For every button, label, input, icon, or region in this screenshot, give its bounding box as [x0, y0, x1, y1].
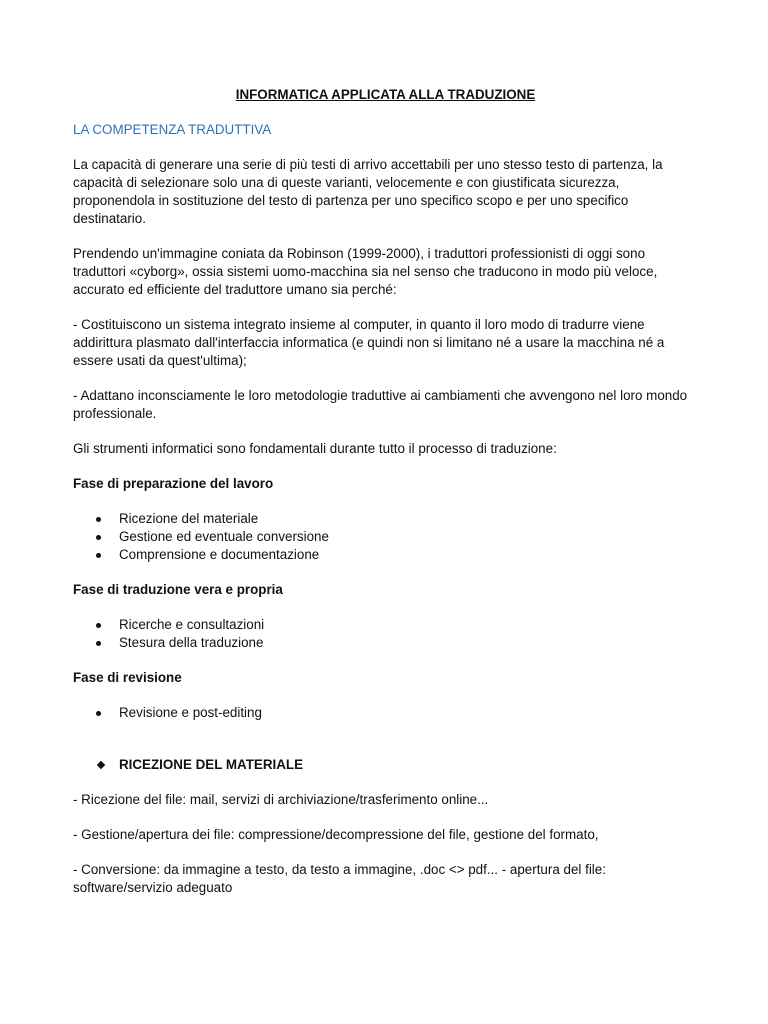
bullet-icon	[96, 711, 101, 716]
bullet-icon	[96, 535, 101, 540]
bullet-icon	[96, 641, 101, 646]
section-heading: LA COMPETENZA TRADUTTIVA	[73, 122, 272, 137]
document-title: INFORMATICA APPLICATA ALLA TRADUZIONE	[235, 87, 536, 102]
list-item	[73, 704, 698, 722]
list-item	[73, 510, 698, 528]
list-item	[73, 546, 698, 564]
bullet-list-preparation	[73, 510, 698, 564]
paragraph-integrated-system: - Costituiscono un sistema integrato insieme al computer, in quanto il loro modo di tradurre viene addirittura plasmato dall'interfaccia informatica (e quindi non si limitano né a usare la macchina né a essere usati da quest'ultima);	[73, 317, 665, 368]
phase-heading-preparation: Fase di preparazione del lavoro	[73, 476, 274, 491]
bullet-icon	[96, 553, 101, 558]
subsection-heading	[73, 756, 698, 774]
list-item-label: Ricezione del materiale	[119, 511, 259, 526]
bullet-list-translation	[73, 616, 698, 652]
list-item-label: Ricerche e consultazioni	[119, 617, 265, 632]
paragraph-file-management: - Gestione/apertura dei file: compressione/decompressione del file, gestione del formato,	[73, 827, 599, 842]
list-item	[73, 528, 698, 546]
list-item-label: Revisione e post-editing	[119, 705, 262, 720]
paragraph-robinson: Prendendo un'immagine coniata da Robinson (1999-2000), i traduttori professionisti di oggi sono traduttori «cyborg», ossia sistemi uomo-macchina sia nel senso che traducono in modo più veloce, accurato ed efficiente del traduttore umano sia perché:	[73, 246, 658, 297]
paragraph-tools: Gli strumenti informatici sono fondamentali durante tutto il processo di traduzione:	[73, 441, 557, 456]
bullet-list-revision	[73, 704, 698, 722]
paragraph-conversion: - Conversione: da immagine a testo, da testo a immagine, .doc <> pdf... - apertura del file: software/servizio adeguato	[73, 862, 606, 895]
phase-heading-translation: Fase di traduzione vera e propria	[73, 582, 283, 597]
bullet-icon	[96, 517, 101, 522]
phase-heading-revision: Fase di revisione	[73, 670, 182, 685]
list-item	[73, 616, 698, 634]
spacer	[73, 739, 698, 756]
list-item-label: Stesura della traduzione	[119, 635, 264, 650]
bullet-icon	[96, 623, 101, 628]
paragraph-file-reception: - Ricezione del file: mail, servizi di archiviazione/trasferimento online...	[73, 792, 489, 807]
list-item-label: Gestione ed eventuale conversione	[119, 529, 329, 544]
list-item-label: Comprensione e documentazione	[119, 547, 320, 562]
diamond-bullet-icon	[97, 761, 105, 769]
document-body	[73, 86, 698, 914]
paragraph-adapt: - Adattano inconsciamente le loro metodologie traduttive ai cambiamenti che avvengono nel loro mondo professionale.	[73, 388, 688, 421]
subsection-heading-label: RICEZIONE DEL MATERIALE	[119, 757, 304, 772]
paragraph-definition: La capacità di generare una serie di più testi di arrivo accettabili per uno stesso testo di partenza, la capacità di selezionare solo una di queste varianti, velocemente e con giustificata sicurezza, proponendola in sostituzione del testo di partenza per uno specifico scopo e per uno specifico destinatario.	[73, 157, 663, 226]
list-item	[73, 634, 698, 652]
